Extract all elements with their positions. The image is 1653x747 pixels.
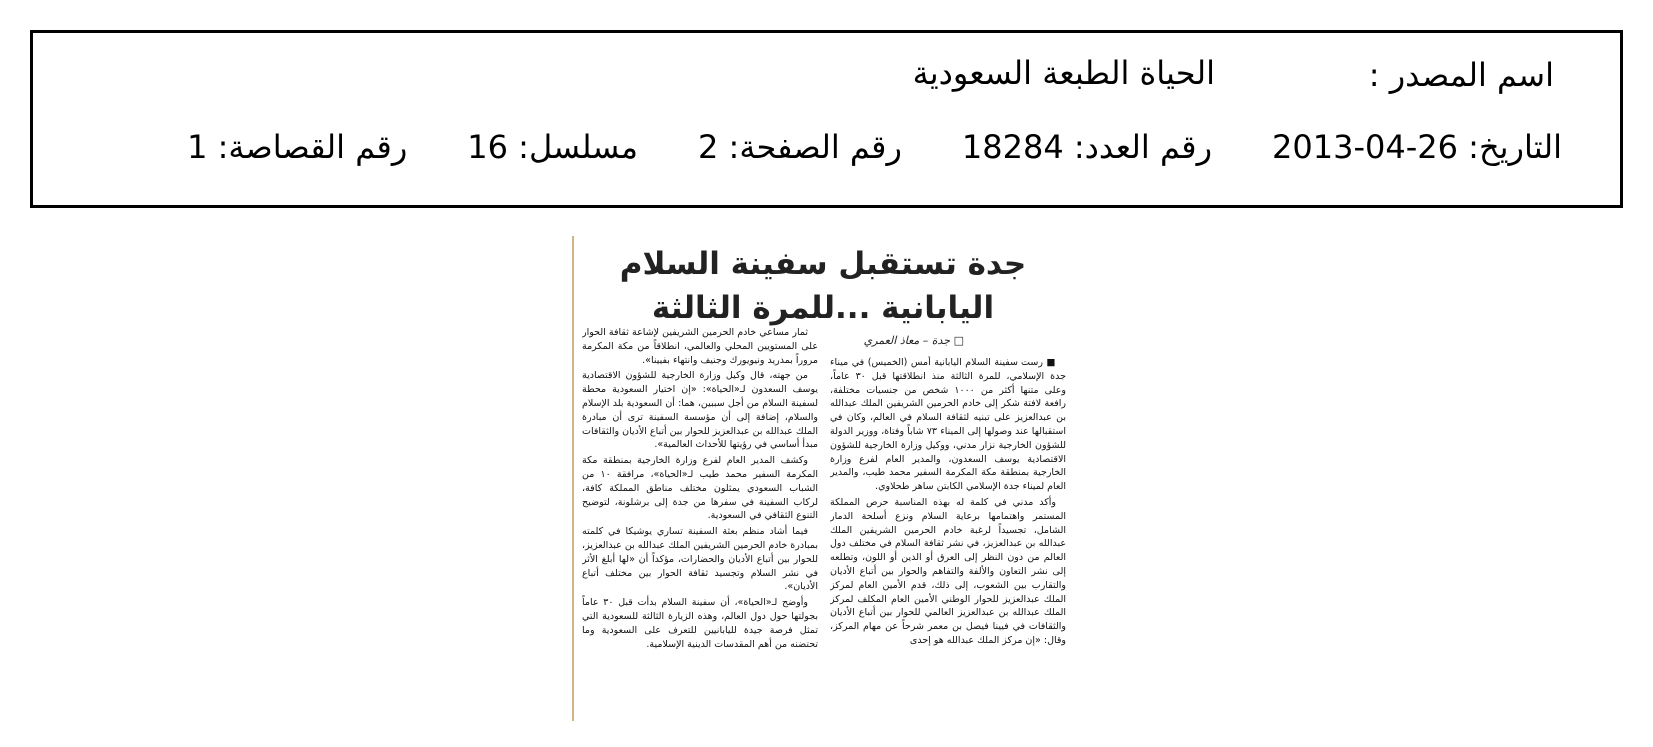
clip-value: 1 bbox=[187, 128, 208, 166]
headline-line-1: جدة تستقبل سفينة السلام bbox=[619, 246, 1027, 282]
page-label: رقم الصفحة: bbox=[728, 128, 902, 166]
paragraph: وكشف المدير العام لفرع وزارة الخارجية بمنطقة مكة المكرمة السفير محمد طيب لـ«الحياة»، مرافقة ١٠ من الشباب السعودي يمثلون مختلف مناطق المملكة كافة، لركاب السفينة في سفرها من جدة إلى برشلونة، لتوضيح التنوع الثقافي في السعودية. bbox=[582, 455, 818, 522]
date-label: التاريخ: bbox=[1468, 128, 1562, 166]
source-label: اسم المصدر : bbox=[1368, 56, 1554, 94]
serial-value: 16 bbox=[467, 128, 508, 166]
serial-label: مسلسل: bbox=[518, 128, 638, 166]
serial-field bbox=[467, 128, 638, 166]
metadata-row bbox=[187, 128, 1562, 166]
headline-line-2: اليابانية ...للمرة الثالثة bbox=[651, 290, 995, 326]
page-field bbox=[698, 128, 902, 166]
article-column-left bbox=[582, 326, 818, 721]
clip-field bbox=[187, 128, 408, 166]
issue-label: رقم العدد: bbox=[1073, 128, 1213, 166]
paragraph: وأوضح لـ«الحياة»، أن سفينة السلام بدأت قبل ٣٠ عاماً بجولتها حول دول العالم، وهذه الزيارة الثالثة للسعودية التي تمثل فرصة جيدة لليابانيين للتعرف على السعودية وما تحتضنه من أهم المقدسات الدينية الإسلامية. bbox=[582, 597, 818, 650]
clip-label: رقم القصاصة: bbox=[217, 128, 408, 166]
paragraph: وأكد مدني في كلمة له بهذه المناسبة حرص المملكة المستمر واهتمامها برعاية السلام ونزع أسلحة الدمار الشامل، تجسيداً لرغبة خادم الحرمين الشريفين الملك عبدالله بن عبدالعزيز، في نشر ثقافة السلام في مختلف دول العالم من دون النظر إلى العرق أو الدين أو اللون، وتطلعه إلى نشر التعاون والألفة والتفاهم والحوار بين أتباع الأديان والتقارب بين الشعوب، إلى ذلك، قدم الأمين العام لمركز الملك عبدالعزيز للحوار الوطني الأمين العام المكلف لمركز الملك عبدالله بن عبدالعزيز العالمي للحوار بين أتباع الأديان والثقافات في فيينا فيصل بن معمر شرحاً عن مهام المركز، وقال: «إن مركز الملك عبدالله هو إحدى bbox=[830, 496, 1066, 646]
column-rule bbox=[572, 236, 574, 721]
byline: □ جدة – معاذ العمري bbox=[863, 334, 964, 347]
paragraph: من جهته، قال وكيل وزارة الخارجية للشؤون الاقتصادية يوسف السعدون لـ«الحياة»: «إن اختيار السعودية محطة لسفينة السلام من أجل سببين، هما: أن السعودية بلد الإسلام والسلام، إضافة إلى أن مؤسسة السفينة ترى أن مبادرة الملك عبدالله بن عبدالعزيز للحوار بين أتباع الأديان والثقافات مبدأ أساسي في رؤيتها للأحداث العالمية». bbox=[582, 370, 818, 451]
paragraph: ثمار مساعي خادم الحرمين الشريفين لإشاعة ثقافة الحوار على المستويين المحلي والعالمي، انطلاقاً من مكة المكرمة مروراً بمدريد ونيويورك وجنيف وانتهاء بفيينا». bbox=[582, 327, 818, 366]
issue-value: 18284 bbox=[961, 128, 1064, 166]
paragraph: ■ رست سفينة السلام اليابانية أمس (الخميس) في ميناء جدة الإسلامي، للمرة الثالثة منذ انطلاقتها قبل ٣٠ عاماً، وعلى متنها أكثر من ١٠٠٠ شخص من جنسيات مختلفة، رافعة لافتة شكر إلى خادم الحرمين الشريفين الملك عبدالله بن عبدالعزيز على تبنيه لثقافة السلام في العالم، وكان في استقبالها عند وصولها إلى الميناء ٧٣ شاباً وفتاة، ووزير الدولة للشؤون الخارجية نزار مدني، ووكيل وزارة الخارجية للشؤون الاقتصادية يوسف السعدون، والمدير العام لفرع وزارة الخارجية بمنطقة مكة المكرمة السفير محمد طيب، والمدير العام لميناء جدة الإسلامي الكابتن ساهر طحلاوي. bbox=[830, 356, 1066, 494]
source-value: الحياة الطبعة السعودية bbox=[912, 54, 1215, 92]
issue-field bbox=[961, 128, 1213, 166]
paragraph: فيما أشاد منظم بعثة السفينة تساري يوشيكا في كلمته بمبادرة خادم الحرمين الشريفين الملك عبدالله بن عبدالعزيز، للحوار بين أتباع الأديان والحضارات، مؤكداً أن «لها أبلغ الأثر في نشر السلام وتجسيد ثقافة الحوار بين مختلف أتباع الأديان». bbox=[582, 526, 818, 593]
date-field bbox=[1272, 128, 1562, 166]
article-column-right bbox=[830, 356, 1066, 720]
source-info-box bbox=[30, 30, 1623, 208]
newspaper-clipping bbox=[572, 236, 1072, 721]
page-value: 2 bbox=[698, 128, 719, 166]
date-value: 2013-04-26 bbox=[1272, 128, 1458, 166]
